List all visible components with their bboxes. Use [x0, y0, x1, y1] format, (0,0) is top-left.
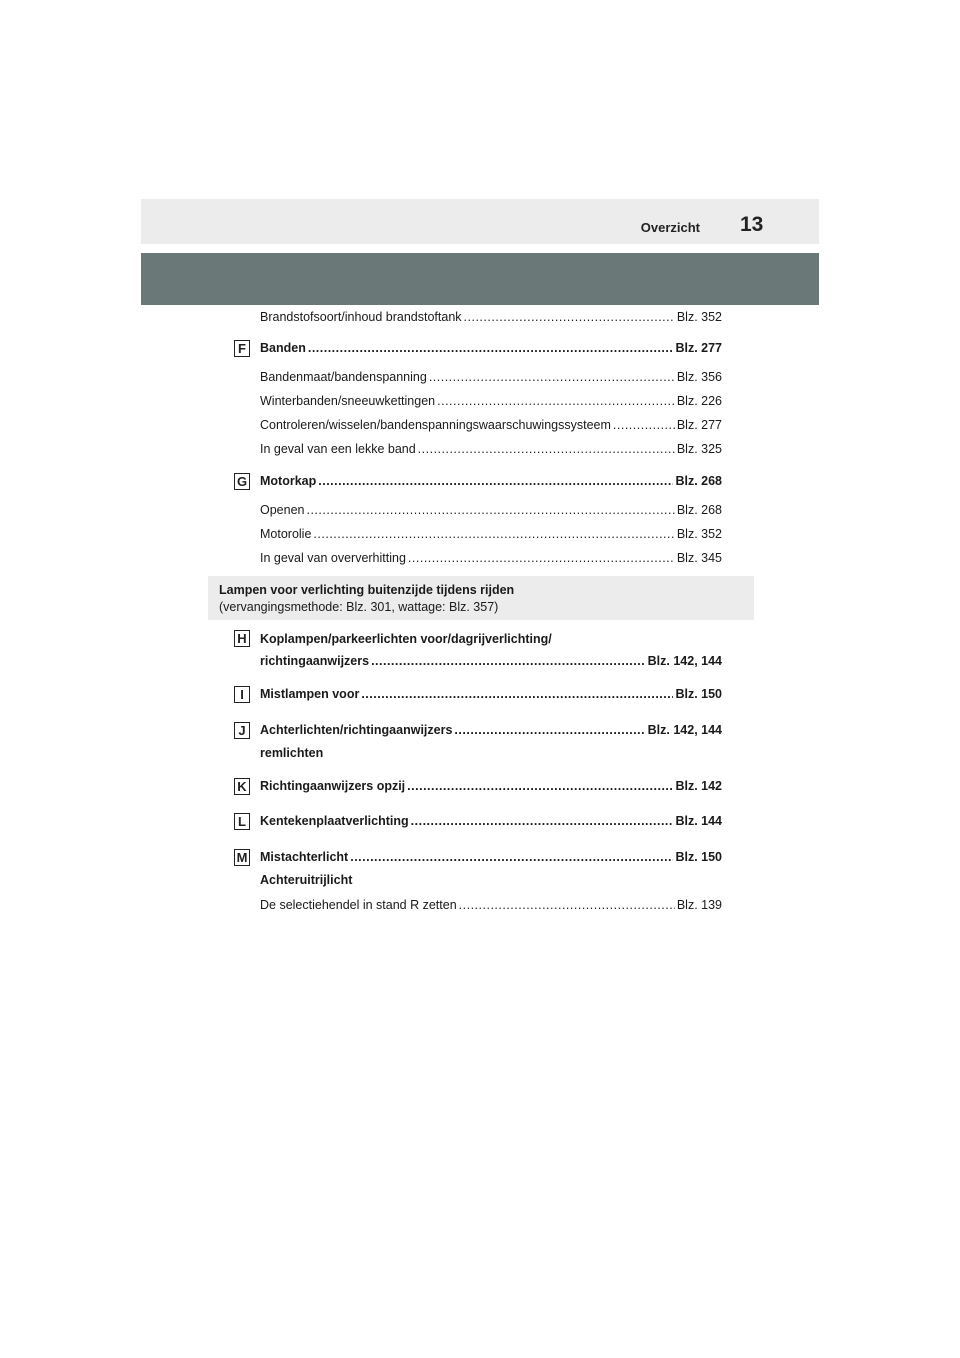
entry-label: Mistlampen voor — [260, 687, 360, 701]
entry-label: Openen — [260, 503, 305, 517]
index-entry — [260, 442, 722, 460]
page-ref: Blz. 277 — [675, 341, 722, 355]
notice-subtitle: (vervangingsmethode: Blz. 301, wattage: Blz. 357) — [219, 600, 499, 614]
leader-dots — [308, 341, 674, 355]
index-entry — [260, 341, 722, 359]
header-band — [141, 199, 819, 244]
leader-dots — [350, 850, 673, 864]
entry-label: Winterbanden/sneeuwkettingen — [260, 394, 436, 408]
page-ref: Blz. 142, 144 — [647, 654, 722, 668]
page-ref: Blz. 144 — [675, 814, 722, 828]
leader-dots — [318, 474, 673, 488]
index-entry — [260, 779, 722, 797]
index-entry — [260, 370, 722, 388]
leader-dots — [407, 779, 673, 793]
entry-label: In geval van een lekke band — [260, 442, 416, 456]
page-ref: Blz. 352 — [676, 310, 722, 324]
lamp-subheading: remlichten — [260, 746, 324, 760]
entry-label: Mistachterlicht — [260, 850, 349, 864]
marker-k: K — [234, 778, 250, 795]
page-number: 13 — [740, 213, 764, 236]
lamp-subheading: Achteruitrijlicht — [260, 873, 353, 887]
entry-label: In geval van oververhitting — [260, 551, 406, 565]
marker-l: L — [234, 813, 250, 830]
leader-dots — [361, 687, 673, 701]
index-entry — [260, 418, 722, 436]
entry-label: Controleren/wisselen/bandenspanningswaarschuwingssysteem — [260, 418, 611, 432]
index-entry — [260, 687, 722, 705]
index-entry — [260, 654, 722, 672]
entry-label: richtingaanwijzers — [260, 654, 370, 668]
leader-dots — [464, 310, 675, 324]
entry-label: Banden — [260, 341, 306, 355]
page-ref: Blz. 226 — [676, 394, 722, 408]
leader-dots — [306, 503, 674, 517]
leader-dots — [459, 898, 675, 912]
page-ref: Blz. 268 — [675, 474, 722, 488]
marker-i: I — [234, 686, 250, 703]
index-entry — [260, 527, 722, 545]
index-entry — [260, 723, 722, 741]
leader-dots — [418, 442, 675, 456]
page-ref: Blz. 356 — [676, 370, 722, 384]
lamp-heading: Koplampen/parkeerlichten voor/dagrijverlichting/ — [260, 632, 552, 646]
leader-dots — [613, 418, 675, 432]
entry-label: Motorolie — [260, 527, 312, 541]
entry-label: De selectiehendel in stand R zetten — [260, 898, 457, 912]
section-title: Overzicht — [640, 220, 700, 235]
marker-f: F — [234, 340, 250, 357]
notice-title: Lampen voor verlichting buitenzijde tijdens rijden — [219, 583, 515, 597]
page-ref: Blz. 139 — [676, 898, 722, 912]
leader-dots — [437, 394, 675, 408]
index-entry — [260, 551, 722, 569]
marker-h: H — [234, 630, 250, 647]
leader-dots — [408, 551, 675, 565]
leader-dots — [371, 654, 646, 668]
page-ref: Blz. 150 — [675, 850, 722, 864]
index-entry — [260, 898, 722, 916]
page-ref: Blz. 268 — [676, 503, 722, 517]
index-entry — [260, 310, 722, 328]
leader-dots — [429, 370, 675, 384]
entry-label: Brandstofsoort/inhoud brandstoftank — [260, 310, 462, 324]
page-ref: Blz. 325 — [676, 442, 722, 456]
page-ref: Blz. 277 — [676, 418, 722, 432]
index-entry — [260, 503, 722, 521]
page-ref: Blz. 142, 144 — [647, 723, 722, 737]
entry-label: Bandenmaat/bandenspanning — [260, 370, 427, 384]
page-ref: Blz. 142 — [675, 779, 722, 793]
entry-label: Motorkap — [260, 474, 317, 488]
page-ref: Blz. 352 — [676, 527, 722, 541]
leader-dots — [454, 723, 645, 737]
index-entry — [260, 394, 722, 412]
section-banner — [141, 253, 819, 305]
page-ref: Blz. 150 — [675, 687, 722, 701]
entry-label: Kentekenplaatverlichting — [260, 814, 409, 828]
marker-j: J — [234, 722, 250, 739]
marker-m: M — [234, 849, 250, 866]
leader-dots — [313, 527, 674, 541]
leader-dots — [411, 814, 674, 828]
entry-label: Richtingaanwijzers opzij — [260, 779, 406, 793]
index-entry — [260, 814, 722, 832]
entry-label: Achterlichten/richtingaanwijzers — [260, 723, 453, 737]
marker-g: G — [234, 473, 250, 490]
page-ref: Blz. 345 — [676, 551, 722, 565]
index-entry — [260, 850, 722, 868]
index-entry — [260, 474, 722, 492]
